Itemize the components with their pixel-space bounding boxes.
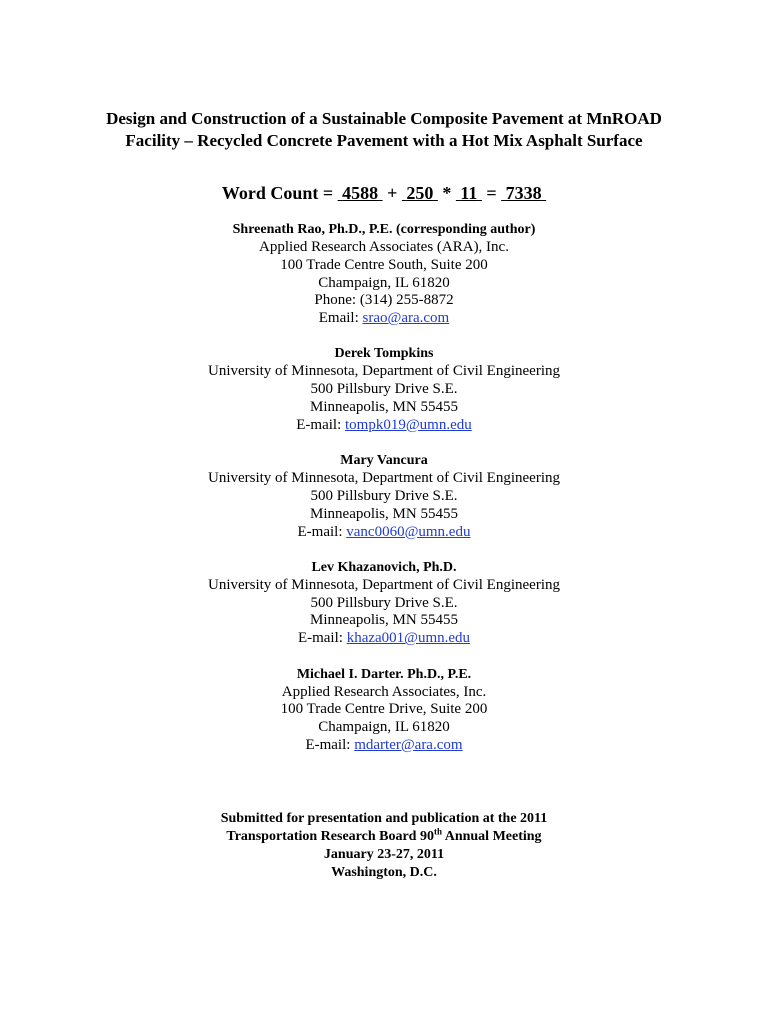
- submission-meeting-suffix: Annual Meeting: [441, 829, 542, 844]
- author-address-line-2: Champaign, IL 61820: [318, 274, 450, 291]
- submission-location: Washington, D.C.: [331, 865, 437, 880]
- author-block-rao: [0, 221, 768, 328]
- author-address-line-2: Minneapolis, MN 55455: [310, 399, 458, 416]
- submission-line-2: [0, 828, 768, 846]
- author-email-label: E-mail:: [296, 416, 345, 433]
- author-email-line: [0, 524, 768, 542]
- word-count-equals: =: [481, 183, 502, 203]
- author-email-link[interactable]: vanc0060@umn.edu: [346, 523, 471, 540]
- author-affiliation: University of Minnesota, Department of Civil Engineering: [207, 576, 560, 593]
- author-name: Derek Tompkins: [334, 346, 434, 362]
- submission-ordinal-suffix: th: [433, 826, 442, 837]
- author-email-line: [0, 310, 768, 328]
- author-affiliation: University of Minnesota, Department of Civil Engineering: [207, 470, 560, 487]
- author-email-line: [0, 737, 768, 755]
- author-name: Mary Vancura: [340, 453, 428, 469]
- author-block-tompkins: [0, 345, 768, 434]
- paper-title-line-1: Design and Construction of a Sustainable Composite Pavement at MnROAD: [106, 109, 662, 128]
- author-email-label: E-mail:: [297, 523, 347, 540]
- author-email-link[interactable]: srao@ara.com: [362, 310, 450, 327]
- word-count: [0, 181, 768, 205]
- author-address-line-1: 100 Trade Centre South, Suite 200: [280, 256, 488, 273]
- author-affiliation: Applied Research Associates, Inc.: [281, 683, 487, 700]
- author-email-label: E-mail:: [305, 736, 355, 753]
- word-count-label: Word Count =: [221, 183, 338, 203]
- author-affiliation: University of Minnesota, Department of Civil Engineering: [207, 363, 560, 380]
- author-address-line-2: Minneapolis, MN 55455: [310, 505, 458, 522]
- author-address-line-1: 500 Pillsbury Drive S.E.: [310, 487, 458, 504]
- author-email-label: Email:: [318, 310, 363, 327]
- author-address-line-2: Champaign, IL 61820: [318, 719, 450, 736]
- submission-dates: January 23-27, 2011: [323, 847, 445, 862]
- author-list: [0, 221, 768, 772]
- author-address-line-1: 500 Pillsbury Drive S.E.: [310, 594, 458, 611]
- author-email-link[interactable]: tompk019@umn.edu: [345, 416, 472, 433]
- paper-title: [40, 108, 728, 152]
- author-block-khazanovich: [0, 559, 768, 648]
- author-email-link[interactable]: khaza001@umn.edu: [346, 630, 471, 647]
- author-address-line-1: 100 Trade Centre Drive, Suite 200: [280, 701, 488, 718]
- author-email-line: [0, 630, 768, 648]
- word-count-times: *: [437, 183, 456, 203]
- submission-meeting-prefix: Transportation Research Board 90: [226, 829, 434, 844]
- paper-title-line-2: Facility – Recycled Concrete Pavement with a Hot Mix Asphalt Surface: [125, 131, 643, 150]
- author-name: Michael I. Darter. Ph.D., P.E.: [296, 666, 472, 682]
- author-email-label: E-mail:: [297, 630, 347, 647]
- author-address-line-2: Minneapolis, MN 55455: [310, 612, 458, 629]
- word-count-items: 11: [460, 183, 478, 203]
- author-affiliation: Applied Research Associates (ARA), Inc.: [259, 239, 509, 255]
- author-name: Lev Khazanovich, Ph.D.: [311, 559, 457, 575]
- submission-line-1: Submitted for presentation and publication at the 2011: [220, 811, 548, 826]
- word-count-words: 4588: [342, 183, 379, 203]
- author-phone: Phone: (314) 255-8872: [314, 292, 454, 309]
- author-email-link[interactable]: mdarter@ara.com: [354, 736, 463, 753]
- author-block-darter: [0, 666, 768, 755]
- author-name: Shreenath Rao, Ph.D., P.E. (corresponding author): [232, 222, 536, 237]
- word-count-total: 7338: [505, 183, 542, 203]
- author-block-vancura: [0, 452, 768, 541]
- author-email-line: [0, 417, 768, 435]
- word-count-per-item: 250: [406, 183, 434, 203]
- word-count-plus: +: [382, 183, 402, 203]
- author-address-line-1: 500 Pillsbury Drive S.E.: [310, 381, 458, 398]
- submission-note: [0, 810, 768, 882]
